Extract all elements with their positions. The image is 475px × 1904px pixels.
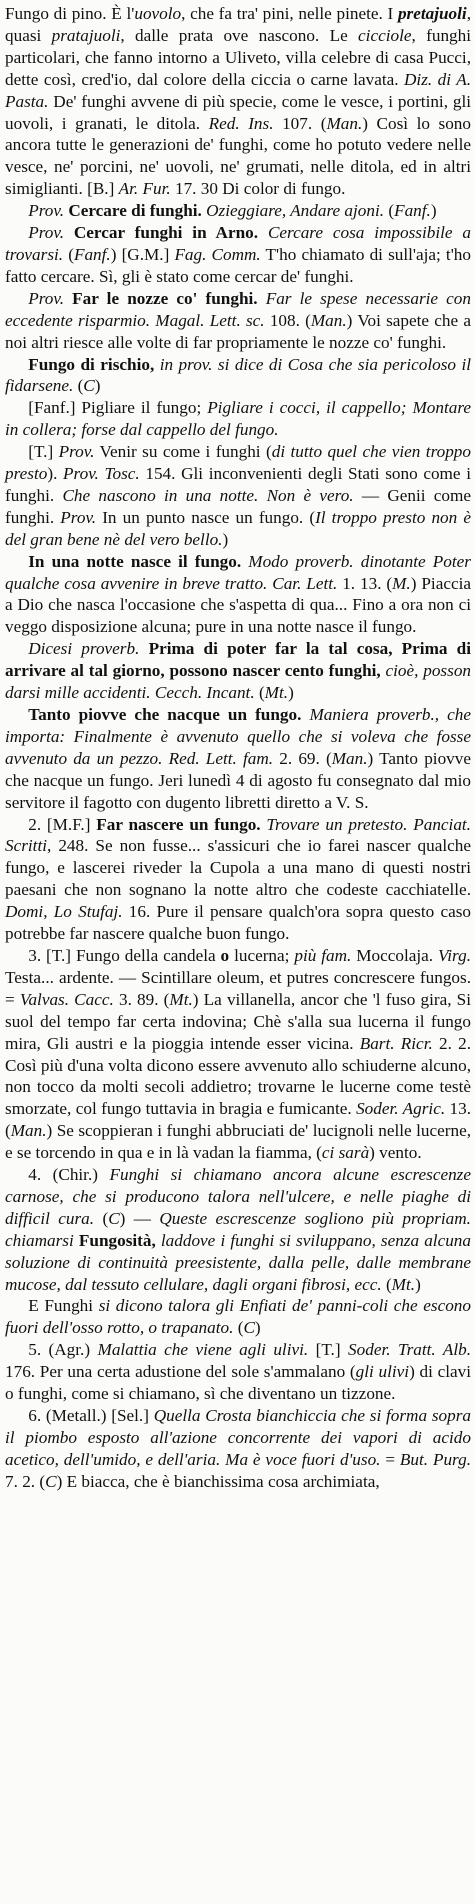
text-run: ).	[47, 464, 64, 484]
text-run: pretajuoli	[397, 4, 467, 23]
text-run: Ozieggiare, Andare ajoni.	[206, 201, 385, 221]
text-run: Modo proverb. dinotante Poter qualche cosa avvenire in breve tratto. Car. Lett.	[5, 551, 471, 593]
text-run: ) Voi sapete che a noi altri riesce alle volte di far propriamente le nozze co' funghi.	[5, 310, 471, 352]
text-run: , funghi particolari, che fanno intorno a Uliveto, villa celebre di casa Pucci, dette così, cred'io, dal colore della ciccia o carne lavata.	[5, 25, 471, 89]
text-run: 16. Pure il pensare qualch'ora sopra questo caso potrebbe far nascere qualche buon fungo.	[5, 902, 471, 944]
text-run: In un punto nasce un fungo. (	[96, 507, 316, 527]
text-run: ci sarà	[321, 1143, 370, 1163]
dictionary-paragraph	[5, 638, 471, 704]
text-run: Fungo di pino. È l'	[5, 4, 135, 23]
text-run: 6. (Metall.) [Sel.]	[28, 1406, 154, 1425]
dictionary-paragraph	[5, 222, 471, 288]
dictionary-paragraph	[5, 1339, 471, 1405]
text-run: Fag. Comm.	[174, 244, 261, 264]
text-run: Fanf.	[73, 244, 111, 264]
text-run: (	[233, 1318, 244, 1338]
text-run: 107. (	[273, 113, 327, 133]
text-run: Quella Crosta bianchiccia che si forma sopra il piombo esposto all'azione concorrente dei vapori di acido acetico, dell'umido, e dell'aria. Ma è voce fuori d'uso.	[5, 1406, 471, 1469]
text-run: ) Tanto piovve che nacque un fungo. Jeri lunedì 4 di agosto fu consegnato dal mio servitore il fagotto con dugento libretti diretto a V. S.	[5, 748, 471, 812]
dictionary-paragraph	[5, 945, 471, 1164]
text-run: , quasi	[5, 4, 471, 45]
text-run: Diz. di A. Pasta.	[5, 69, 471, 111]
text-run: più fam.	[294, 945, 352, 965]
text-run: [T.]	[28, 442, 59, 462]
text-run: Fanf.	[394, 201, 431, 221]
text-run: , 248. Se non fusse... s'assicuri che io farei nascer qualche fungo, e lascerei riveder la Cupola a una mano di questi nostri paesani che non sognano la notte altro che codeste cacchiatelle.	[5, 836, 471, 900]
text-run: (	[254, 683, 265, 703]
dictionary-paragraph	[5, 288, 471, 354]
text-run: But. Purg.	[399, 1449, 471, 1469]
text-run: cicciole	[358, 25, 412, 45]
text-run: C	[108, 1208, 120, 1228]
text-run: )	[430, 201, 437, 221]
text-run: ) [G.M.]	[110, 244, 175, 264]
text-run: T'ho chiamato di sull'aja; t'ho fatto cercare. Sì, gli è stato come cercar de' funghi.	[5, 244, 471, 286]
text-run: Fungosità,	[73, 1230, 161, 1250]
text-run: 3. 89. (	[113, 989, 170, 1009]
text-run: [Fanf.] Pigliare il fungo;	[28, 398, 208, 418]
text-run: , dalle prata ove nascono. Le	[120, 25, 359, 45]
text-run: 13. (	[5, 1099, 471, 1141]
text-run: Malattia che viene agli ulivi.	[97, 1340, 309, 1360]
text-run: (	[94, 1208, 109, 1228]
dictionary-paragraph	[5, 441, 471, 551]
text-run: =	[380, 1449, 400, 1469]
text-run: Soder. Agric.	[356, 1099, 446, 1119]
text-run: Prov.	[28, 201, 65, 221]
text-run: 2. 69. (	[273, 748, 332, 768]
text-run: — Genii come funghi.	[5, 485, 472, 527]
text-run: Valvas. Cacc.	[19, 989, 114, 1009]
text-run: Tanto piovve che nacque un fungo.	[28, 705, 310, 724]
text-run: Man.	[10, 1121, 47, 1141]
text-run: Moccolaja.	[351, 945, 439, 965]
text-run: Dicesi proverb.	[28, 639, 140, 659]
text-run: Mt.	[391, 1274, 416, 1294]
text-run: Il troppo presto non è del gran bene nè del vero bello.	[5, 507, 471, 549]
text-run: (	[381, 1274, 392, 1294]
text-run: 108. (	[264, 310, 311, 330]
text-run: 176. Per una certa adustione del sole s'ammalano (	[5, 1362, 356, 1382]
text-run: Man.	[326, 113, 363, 133]
text-run: (	[384, 201, 395, 221]
text-run: De' funghi avvene di più specie, come le vesce, i portini, gli uovoli, i granati, le ditola.	[5, 91, 471, 133]
text-run: Che nascono in una notte. Non è vero.	[62, 485, 354, 505]
text-run: Mt.	[264, 683, 289, 703]
text-run: Prima di poter far la tal cosa, Prima di arrivare al tal giorno, possono nascer cento funghi,	[5, 639, 471, 681]
text-run: 5. (Agr.)	[28, 1340, 98, 1360]
text-run: pratajuoli	[51, 25, 121, 45]
text-run: C	[83, 376, 95, 396]
text-run: 154. Gli inconvenienti degli Stati sono come i funghi.	[5, 464, 472, 505]
text-run: Cercar funghi in Arno.	[64, 223, 268, 243]
text-run: Bart. Ricr.	[359, 1033, 433, 1053]
dictionary-paragraph	[5, 1295, 471, 1339]
dictionary-paragraph	[5, 3, 471, 200]
text-run: [T.]	[308, 1340, 349, 1360]
text-run: Trovare un pretesto. Panciat. Scritti	[5, 814, 471, 856]
text-run: ) —	[119, 1208, 160, 1228]
dictionary-paragraph	[5, 1405, 471, 1493]
text-run: )	[254, 1318, 261, 1338]
text-run: C	[243, 1318, 255, 1338]
text-run: 2. 2. Così più d'una volta dicono essere avvenuto allo schiuderne alcuno, non tocco da molti secoli addietro; trovarne le lucerne come testè smorzate, col fungo tuttavia in bragia e fumicante.	[5, 1033, 471, 1119]
text-run: Queste escrescenze sogliono più propriam. chiamarsi	[5, 1208, 471, 1250]
text-run: Cercare di funghi.	[64, 201, 207, 221]
dictionary-paragraph	[5, 814, 471, 945]
text-run: Far nascere un fungo.	[96, 814, 267, 834]
text-run: Venir su come i funghi (	[94, 442, 272, 462]
text-run: Far le nozze co' funghi.	[64, 288, 266, 308]
text-run: Prov.	[58, 442, 95, 462]
text-run: E Funghi	[28, 1296, 99, 1316]
text-run: Pigliare i cocci, il cappello; Montare in collera; forse dal cappello del fungo.	[5, 398, 471, 440]
dictionary-paragraph	[5, 200, 471, 222]
text-run: di tutto quel che vien troppo presto	[5, 442, 471, 484]
text-run: Prov.	[28, 223, 65, 243]
text-run: Virg.	[438, 945, 471, 965]
text-run: )	[94, 376, 101, 396]
text-run: Prov. Tosc.	[63, 464, 140, 484]
text-run: Ar. Fur.	[118, 179, 171, 199]
text-run: In una notte nasce il fungo.	[28, 551, 249, 571]
dictionary-paragraph	[5, 551, 471, 639]
text-run: ) Così lo sono ancora tutte le generazioni de' funghi, come ho potuto vedere nelle vesce, ne' porcini, ne' uovoli, ne' grumati, nelle ditola, ed in altri simiglianti. [B.]	[5, 113, 471, 199]
text-run: , che fa tra' pini, nelle pinete. I	[181, 4, 398, 23]
text-run: ) La villanella, ancor che 'l fuso gira, Si suol del tempo far certa indovina; Chè s'alla sua lucerna il fungo mira, Gli austri e la pioggia intende esser vicina.	[5, 989, 471, 1053]
text-run: cioè, posson darsi mille accidenti. Cecch. Incant.	[5, 661, 472, 703]
text-run: si dicono talora gli Enfiati de' panni-coli che escono fuori dell'osso rotto, o trapanato.	[5, 1296, 471, 1338]
text-run: lucerna;	[229, 945, 295, 965]
text-run: Funghi si chiamano ancora alcune escrescenze carnose, che si producono talora nell'ulcere, e nelle piaghe di difficil cura.	[5, 1165, 472, 1228]
text-run: Prov.	[60, 507, 97, 527]
text-run: in prov. si dice di Cosa che sia pericoloso il fidarsene.	[5, 354, 472, 396]
dictionary-paragraph	[5, 354, 471, 398]
dictionary-paragraph	[5, 1164, 471, 1295]
text-run: ) Se scoppieran i funghi abbruciati de' lucignoli nelle lucerne, e se torcendo in qua e in là vadan la fiamma, (	[5, 1121, 471, 1163]
text-run: Testa... ardente. — Scintillare oleum, et putres concrescere fungos. =	[5, 967, 471, 1009]
text-run: 7. 2. (	[5, 1471, 46, 1491]
text-run: Man.	[310, 310, 347, 330]
text-run: (	[73, 376, 84, 396]
text-run: ) vento.	[369, 1143, 422, 1163]
text-run: (	[63, 244, 74, 264]
text-run: Cercare cosa impossibile a trovarsi.	[5, 223, 472, 264]
text-run: 4. (Chir.)	[28, 1165, 110, 1185]
text-run: Man.	[331, 748, 368, 768]
text-run: gli ulivi	[355, 1362, 410, 1382]
text-run: Fungo di rischio,	[28, 354, 160, 374]
text-run: ) di clavi o funghi, come si chiamano, sì che diventano un tizzone.	[5, 1362, 472, 1404]
text-run: Mt.	[169, 989, 193, 1009]
text-run: Domi, Lo Stufaj.	[5, 902, 123, 922]
text-run: uovolo	[134, 4, 182, 23]
text-run: )	[222, 529, 229, 549]
text-run: o	[220, 945, 230, 965]
text-run: Red. Ins.	[208, 113, 274, 133]
text-run: 2. [M.F.]	[28, 814, 97, 834]
text-run: C	[45, 1471, 57, 1491]
text-run: 17. 30 Di color di fungo.	[170, 179, 346, 199]
text-run: 3. [T.] Fungo della candela	[28, 945, 221, 965]
text-run: Far le spese necessarie con eccedente risparmio. Magal. Lett. sc.	[5, 288, 471, 330]
text-run: Prov.	[28, 288, 65, 308]
text-run: )	[415, 1274, 421, 1294]
text-run: ) E biacca, che è bianchissima cosa archimiata,	[56, 1471, 380, 1491]
text-run: ) Piaccia a Dio che nasca l'occasione che s'aspetta di qua... Fino a ora non ci veggo disposizione alcuna; pure in una notte nasce il fungo.	[5, 573, 471, 637]
text-run: laddove i funghi si sviluppano, senza alcuna soluzione di continuità preesistente, dalla pelle, dalle membrane mucose, dal tessuto cellulare, dagli organi fibrosi, ecc.	[5, 1230, 471, 1294]
text-run: )	[288, 683, 294, 703]
text-run: 1. 13. (	[337, 573, 393, 593]
text-run: M.	[392, 573, 411, 593]
text-run: Soder. Tratt. Alb.	[348, 1340, 471, 1360]
dictionary-paragraph	[5, 397, 471, 441]
dictionary-paragraph	[5, 704, 471, 814]
text-run: Maniera proverb., che importa: Finalmente è avvenuto quello che si voleva che fosse avvenuto da un pezzo. Red. Lett. fam.	[5, 705, 471, 768]
